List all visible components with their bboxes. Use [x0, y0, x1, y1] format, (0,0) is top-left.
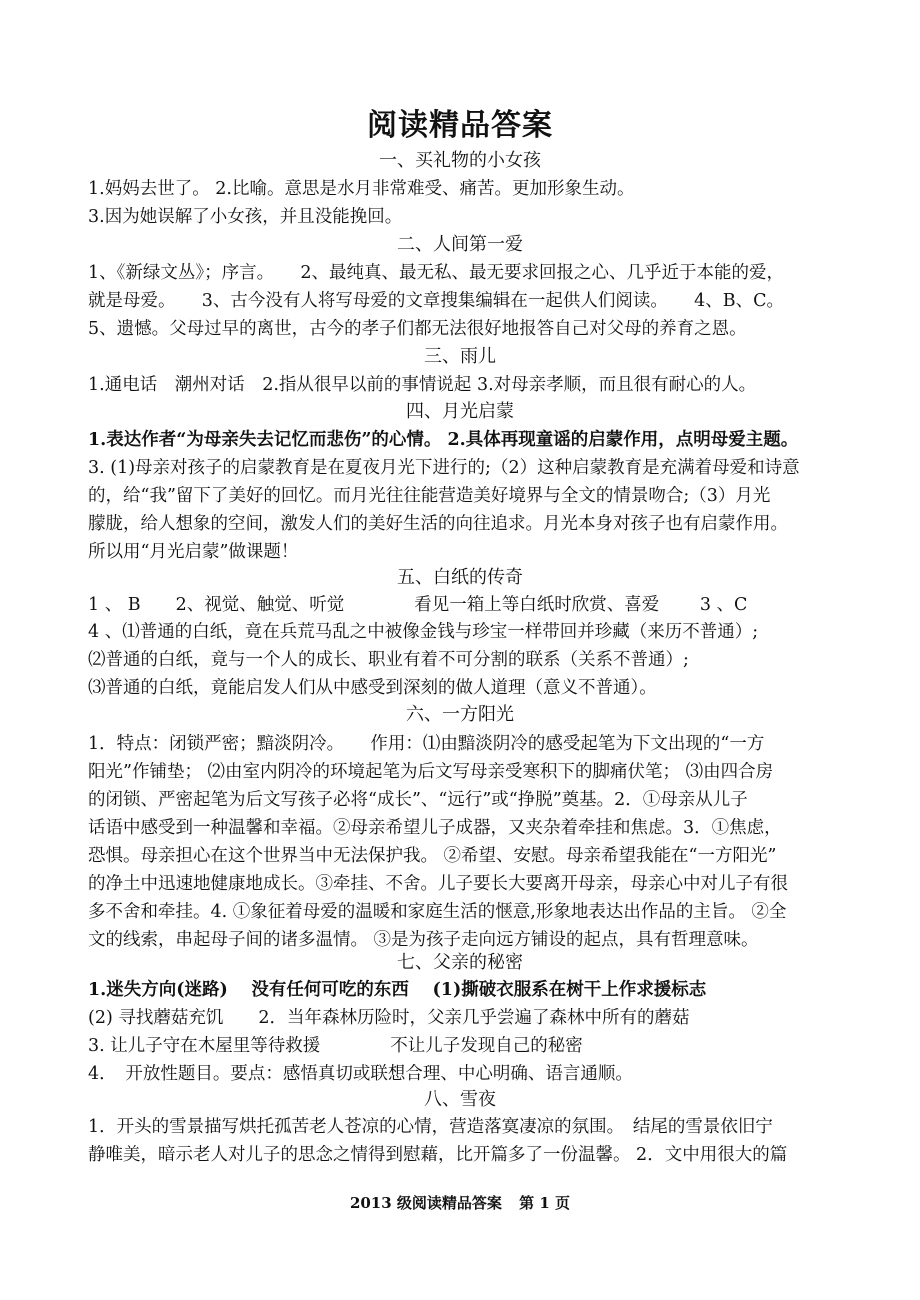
page-footer — [0, 1192, 920, 1213]
answer-line: 1.迷失方向(迷路) 没有任何可吃的东西 (1)撕破衣服系在树干上作求援标志 — [88, 980, 707, 1000]
answer-line: (2) 寻找蘑菇充饥 2．当年森林历险时，父亲几乎尝遍了森林中所有的蘑菇 — [88, 1008, 690, 1028]
footer-document-name: 2013 级阅读精品答案 — [349, 1194, 502, 1212]
footer-page-number: 第 1 页 — [519, 1194, 571, 1212]
section-heading-7: 七、父亲的秘密 — [397, 952, 523, 973]
answer-line: ⑶普通的白纸，竟能启发人们从中感受到深刻的做人道理（意义不普通）。 — [88, 678, 657, 698]
answer-line: 1 、 B 2、视觉、触觉、听觉 看见一箱上等白纸时欣赏、喜爱 3 、C — [88, 595, 748, 615]
section-heading-3: 三、雨儿 — [424, 346, 496, 367]
section-heading-2: 二、人间第一爱 — [397, 234, 523, 255]
answer-line: 恐惧。母亲担心在这个世界当中无法保护我。 ②希望、安慰。母亲希望我能在“一方阳光” — [88, 846, 777, 866]
answer-line: 1.妈妈去世了。 2.比喻。意思是水月非常难受、痛苦。更加形象生动。 — [88, 179, 635, 199]
answer-line: 所以用“月光启蒙”做课题！ — [88, 542, 299, 562]
answer-line: 1．特点：闭锁严密；黯淡阴冷。 作用：⑴由黯淡阴冷的感受起笔为下文出现的“一方 — [88, 734, 765, 754]
answer-line: 的净土中迅速地健康地成长。③牵挂、不舍。儿子要长大要离开母亲，母亲心中对儿子有很 — [88, 874, 788, 894]
answer-line: 5、遗憾。父母过早的离世，古今的孝子们都无法很好地报答自己对父母的养育之恩。 — [88, 319, 747, 339]
section-heading-8: 八、雪夜 — [424, 1089, 496, 1110]
answer-line: 阳光”作铺垫； ⑵由室内阴冷的环境起笔为后文写母亲受寒积下的脚痛伏笔； ⑶由四合房 — [88, 762, 774, 782]
answer-line: ⑵普通的白纸，竟与一个人的成长、职业有着不可分割的联系（关系不普通）; — [88, 650, 689, 670]
answer-line: 的，给“我”留下了美好的回忆。而月光往往能营造美好境界与全文的情景吻合;（3）月光 — [88, 486, 771, 506]
section-heading-4: 四、月光启蒙 — [406, 401, 514, 422]
answer-line: 朦胧，给人想象的空间，激发人们的美好生活的向往追求。月光本身对孩子也有启蒙作用。 — [88, 514, 788, 534]
answer-line: 文的线索，串起母子间的诸多温情。 ③是为孩子走向远方铺设的起点，具有哲理意味。 — [88, 930, 759, 950]
answer-line: 4 、⑴普通的白纸，竟在兵荒马乱之中被像金钱与珍宝一样带回并珍藏（来历不普通）; — [88, 622, 759, 642]
answer-line: 话语中感受到一种温馨和幸福。②母亲希望儿子成器，又夹杂着牵挂和焦虑。3．①焦虑， — [88, 818, 782, 838]
answer-line: 1、《新绿文丛》；序言。 2、最纯真、最无私、最无要求回报之心、几乎近于本能的爱， — [88, 263, 785, 283]
section-heading-1: 一、买礼物的小女孩 — [379, 150, 541, 171]
answer-line: 的闭锁、严密起笔为后文写孩子必将“成长”、“远行”或“挣脱”奠基。2．①母亲从儿子 — [88, 790, 748, 810]
section-heading-5: 五、白纸的传奇 — [397, 567, 523, 588]
answer-line: 1．开头的雪景描写烘托孤苦老人苍凉的心情，营造落寞凄凉的氛围。 结尾的雪景依旧宁 — [88, 1117, 773, 1137]
answer-line: 3. 让儿子守在木屋里等待救援 不让儿子发现自己的秘密 — [88, 1036, 583, 1056]
answer-line: 就是母爱。 3、古今没有人将写母爱的文章搜集编辑在一起供人们阅读。 4、B、C。 — [88, 291, 785, 311]
answer-line: 4． 开放性题目。要点：感悟真切或联想合理、中心明确、语言通顺。 — [88, 1064, 633, 1084]
answer-line: 3.因为她误解了小女孩，并且没能挽回。 — [88, 207, 403, 227]
section-heading-6: 六、一方阳光 — [406, 704, 514, 725]
answer-line: 1.通电话 潮州对话 2.指从很早以前的事情说起 3.对母亲孝顺，而且很有耐心的人。 — [88, 375, 757, 395]
answer-line: 静唯美，暗示老人对儿子的思念之情得到慰藉，比开篇多了一份温馨。 2．文中用很大的篇 — [88, 1145, 788, 1165]
answer-line: 1.表达作者“为母亲失去记忆而悲伤”的心情。 2.具体再现童谣的启蒙作用，点明母爱主题。 — [88, 430, 799, 450]
document-title: 阅读精品答案 — [367, 108, 553, 143]
answer-line: 3. (1)母亲对孩子的启蒙教育是在夏夜月光下进行的;（2）这种启蒙教育是充满着母爱和诗意 — [88, 458, 800, 478]
answer-line: 多不舍和牵挂。4. ①象征着母爱的温暖和家庭生活的惬意,形象地表达出作品的主旨。 ②全 — [88, 902, 787, 922]
